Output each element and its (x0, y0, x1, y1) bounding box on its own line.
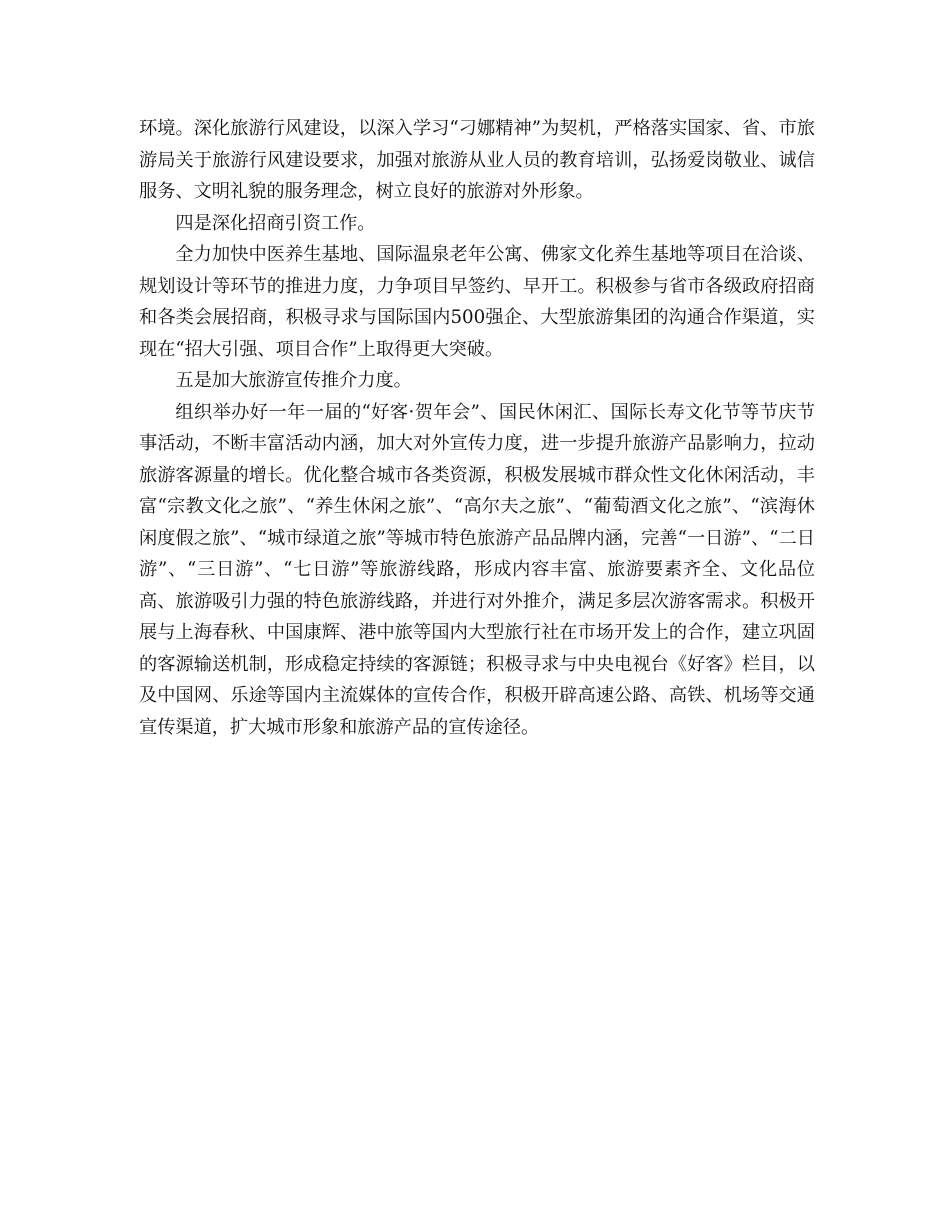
paragraph-continuation: 环境。深化旅游行风建设，以深入学习“刁娜精神”为契机，严格落实国家、省、市旅游局关于旅游行风建设要求，加强对旅游从业人员的教育培训，弘扬爱岗敬业、诚信服务、文明礼貌的服务理念，树立良好的旅游对外形象。 (139, 118, 815, 202)
section-heading-investment: 四是深化招商引资工作。 (175, 212, 376, 234)
section-heading-promotion: 五是加大旅游宣传推介力度。 (175, 370, 412, 391)
paragraph-promotion: 组织举办好一年一届的“好客·贺年会”、国民休闲汇、国际长寿文化节等节庆节事活动，不断丰富活动内涵，加大对外宣传力度，进一步提升旅游产品影响力，拉动旅游客源量的增长。优化整合城市各类资源，积极发展城市群众性文化休闲活动，丰富“宗教文化之旅”、“养生休闲之旅”、“高尔夫之旅”、“葡萄酒文化之旅”、“滨海休闲度假之旅”、“城市绿道之旅”等城市特色旅游产品品牌内涵，完善“一日游”、“二日游”、“三日游”、“七日游”等旅游线路，形成内容丰富、旅游要素齐全、文化品位高、旅游吸引力强的特色旅游线路，并进行对外推介，满足多层次游客需求。积极开展与上海春秋、中国康辉、港中旅等国内大型旅行社在市场开发上的合作，建立巩固的客源输送机制，形成稳定持续的客源链；积极寻求与中央电视台《好客》栏目，以及中国网、乐途等国内主流媒体的宣传合作，积极开辟高速公路、高铁、机场等交通宣传渠道，扩大城市形象和旅游产品的宣传途径。 (139, 401, 815, 738)
document-page (139, 113, 815, 743)
paragraph-investment: 全力加快中医养生基地、国际温泉老年公寓、佛家文化养生基地等项目在洽谈、规划设计等环节的推进力度，力争项目早签约、早开工。积极参与省市各级政府招商和各类会展招商，积极寻求与国际国内500强企、大型旅游集团的沟通合作渠道，实现在“招大引强、项目合作”上取得更大突破。 (139, 244, 815, 360)
